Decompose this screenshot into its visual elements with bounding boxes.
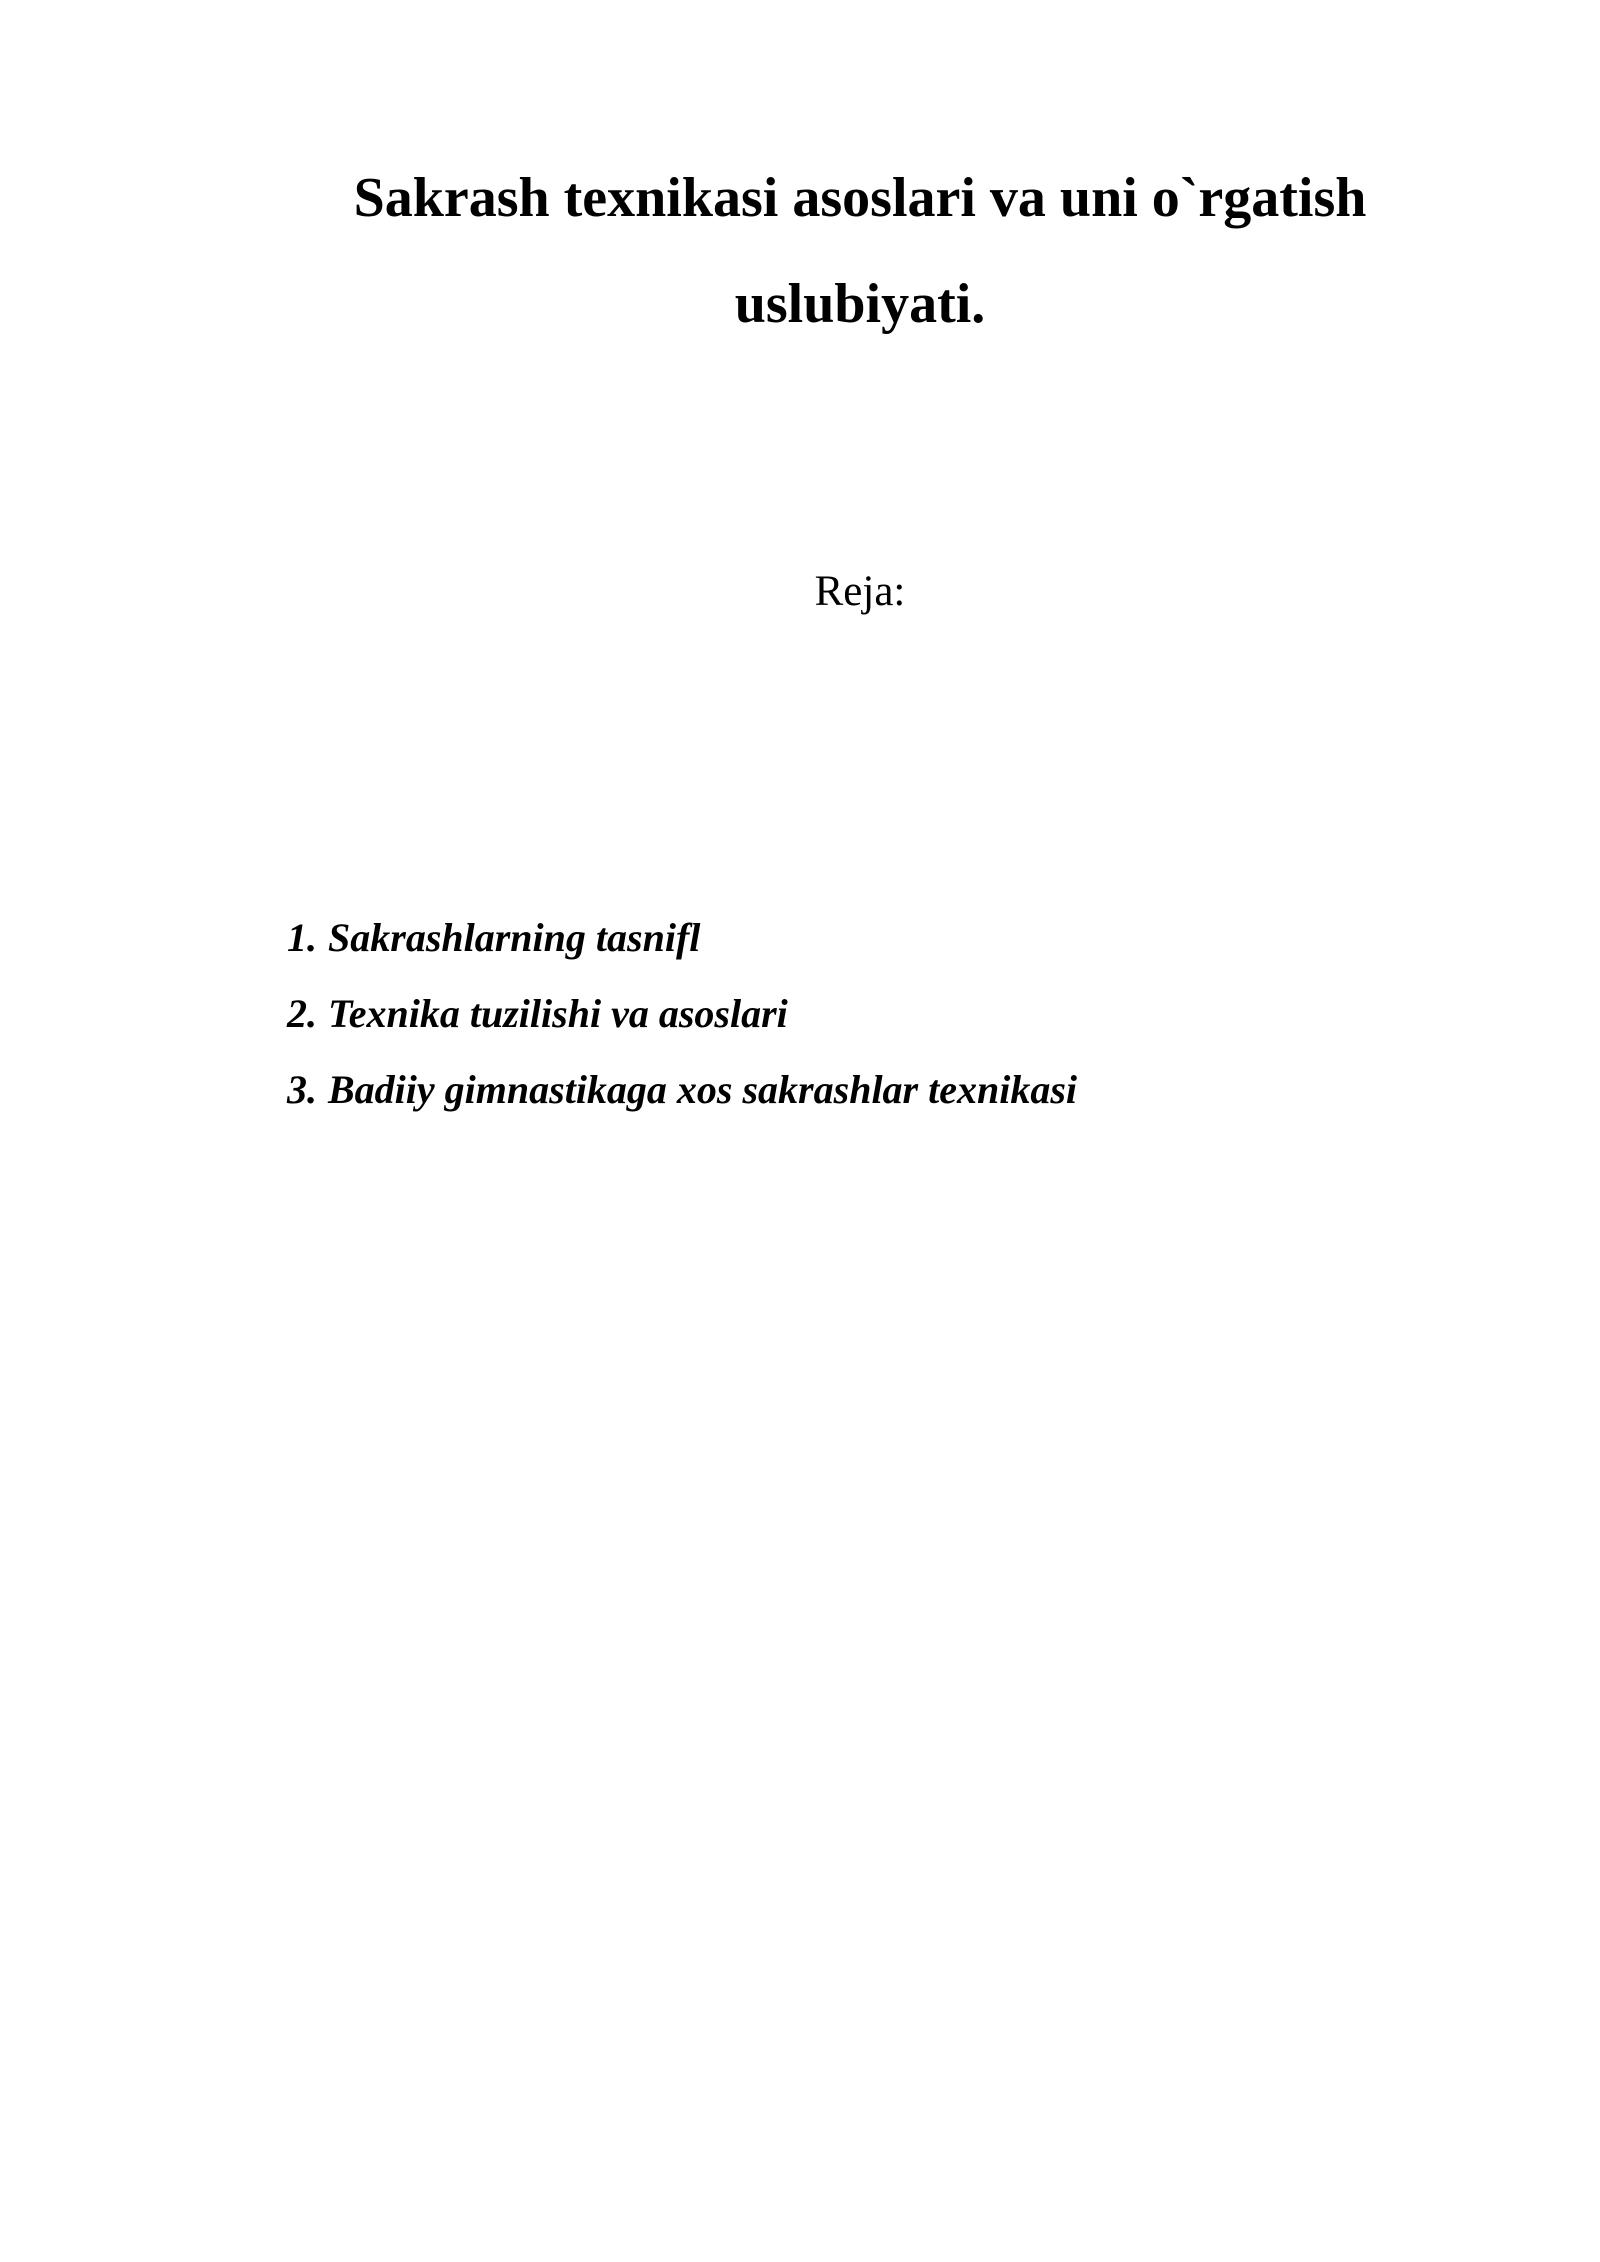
plan-item-text: Badiiy gimnastikaga xos sakrashlar texnikasi: [328, 1067, 1078, 1112]
plan-list: [287, 900, 1487, 1128]
plan-item-3: [287, 1052, 1487, 1128]
plan-item-1: [287, 900, 1487, 976]
plan-item-number: 3.: [287, 1067, 317, 1112]
title-line-1: Sakrash texnikasi asoslari va uni o`rgatish: [353, 167, 1367, 229]
title-line-2: uslubiyati.: [734, 273, 986, 335]
document-title: [240, 145, 1480, 357]
plan-heading: Reja:: [814, 568, 906, 615]
plan-item-text: Sakrashlarning tasnifl: [328, 915, 701, 960]
plan-item-2: [287, 976, 1487, 1052]
plan-item-number: 1.: [287, 915, 317, 960]
plan-item-number: 2.: [287, 991, 317, 1036]
plan-item-text: Texnika tuzilishi va asoslari: [328, 991, 788, 1036]
